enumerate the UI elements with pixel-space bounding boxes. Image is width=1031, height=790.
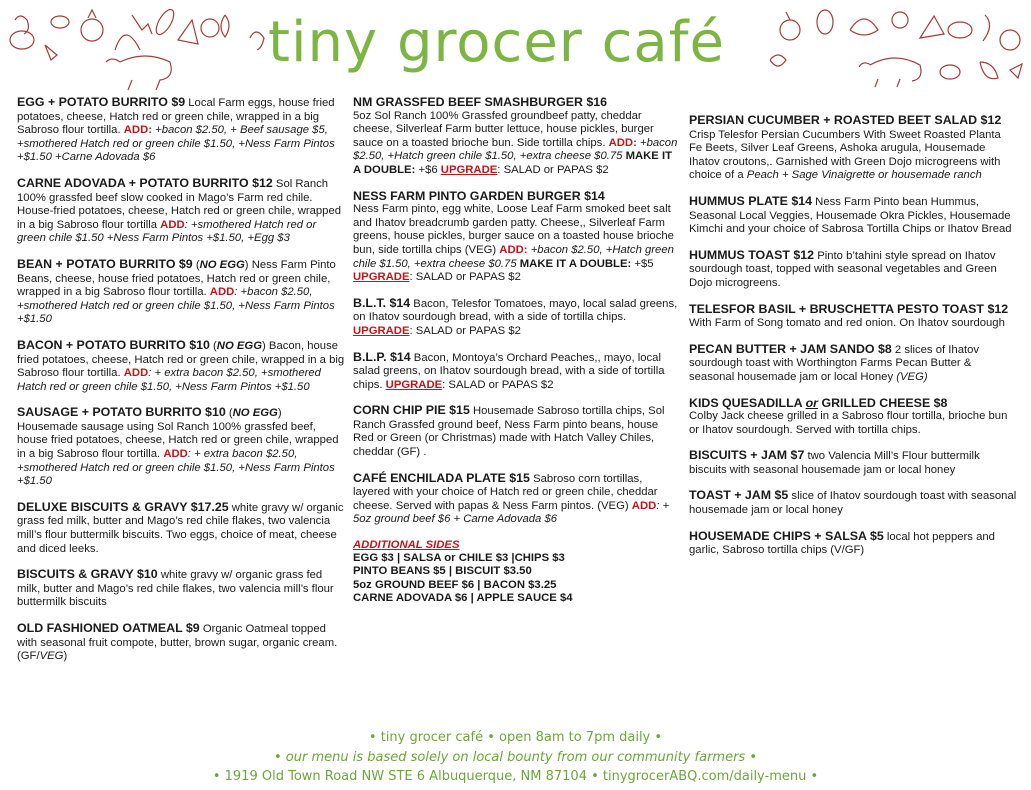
menu-column-2 bbox=[353, 96, 678, 605]
cafe-logo: tiny grocer café bbox=[268, 10, 725, 75]
menu-item-deluxe-biscuits-gravy: DELUXE BISCUITS & GRAVY $17.25 white gravy w/ organic grass fed milk, butter and Mago’s red chile flakes, two valencia mill’s flour buttermilk biscuits. Two eggs, choice of meat, cheese and diced leeks. bbox=[17, 499, 344, 555]
menu-item-biscuits-gravy: BISCUITS & GRAVY $10 white gravy w/ organic grass fed milk, butter and Mago’s red chile flakes, two valencia mill’s flour buttermilk biscuits bbox=[17, 567, 334, 609]
side-line: 5oz GROUND BEEF $6 | BACON $3.25 bbox=[353, 578, 557, 591]
menu-item-sausage-potato-burrito: SAUSAGE + POTATO BURRITO $10 (NO EGG) Housemade sausage using Sol Ranch 100% grassfed beef, house fried potatoes, cheese, Hatch red or green chile, wrapped in a big Sabroso flour tortilla. ADD: + extra bacon $2.50, +smothered Hatch red or green chile $1.50, +Ness Farm Pintos +$1.50 bbox=[17, 405, 339, 488]
menu-item-chips-salsa: HOUSEMADE CHIPS + SALSA $5 local hot peppers and garlic, Sabroso tortilla chips (V/GF) bbox=[689, 528, 995, 557]
menu-item-bruschetta-pesto-toast: TELESFOR BASIL + BRUSCHETTA PESTO TOAST $12 With Farm of Song tomato and red onion. On Ihatov sourdough bbox=[689, 301, 1009, 330]
menu-column-1 bbox=[17, 96, 345, 676]
menu-item-kids-quesadilla: KIDS QUESADILLA or GRILLED CHEESE $8 Colby Jack cheese grilled in a Sabroso flour tortilla, brioche bun or Ihatov sourdough. Served with tortilla chips. bbox=[689, 395, 1008, 436]
menu-item-oatmeal: OLD FASHIONED OATMEAL $9 Organic Oatmeal topped with seasonal fruit compote, butter, brown sugar, organic cream. (GF/VEG) bbox=[17, 621, 338, 663]
menu-item-biscuits-jam: BISCUITS + JAM $7 two Valencia Mill’s Flour buttermilk biscuits with seasonal housemade jam or local honey bbox=[689, 448, 980, 476]
menu-item-blp: B.L.P. $14 Bacon, Montoya’s Orchard Peaches,, mayo, local salad greens, on Ihatov sourdough bread, with a side of tortilla chips. UPGRADE: SALAD or PAPAS $2 bbox=[353, 349, 665, 391]
side-line: EGG $3 | SALSA or CHILE $3 |CHIPS $3 bbox=[353, 552, 565, 565]
side-line: CARNE ADOVADA $6 | APPLE SAUCE $4 bbox=[353, 591, 573, 604]
menu-item-blt: B.L.T. $14 Bacon, Telesfor Tomatoes, mayo, local salad greens, on Ihatov sourdough bread, with a side of tortilla chips. UPGRADE: SALAD or PAPAS $2 bbox=[353, 295, 678, 337]
menu-item-smashburger: NM GRASSFED BEEF SMASHBURGER $16 5oz Sol Ranch 100% Grassfed groundbeef patty, cheddar cheese, Silverleaf Farm butter lettuce, house pickles, burger sauce on a toasted brioche bun. Side tortilla chips. ADD: +bacon $2.50, +Hatch green chile $1.50, +extra cheese $0.75 MAKE IT A DOUBLE: +$6 UPGRADE: SALAD or PAPAS $2 bbox=[353, 95, 678, 176]
footer-address: • 1919 Old Town Road NW STE 6 Albuquerque, NM 87104 • tinygrocerABQ.com/daily-menu • bbox=[212, 769, 819, 784]
menu-item-hummus-plate: HUMMUS PLATE $14 Ness Farm Pinto bean Hummus, Seasonal Local Veggies, Housemade Okra Pickles, Housemade Kimchi and your choice of Sabrosa Tortilla Chips or Ihatov Bread bbox=[689, 193, 1012, 236]
menu-item-bacon-potato-burrito: BACON + POTATO BURRITO $10 (NO EGG) Bacon, house fried potatoes, cheese, Hatch red or green chile, wrapped in a big Sabroso flour tortilla. ADD: + extra bacon $2.50, +smothered Hatch red or green chile $1.50, +Ness Farm Pintos +$1.50 bbox=[17, 337, 345, 393]
menu-item-bean-potato-burrito: BEAN + POTATO BURRITO $9 (NO EGG) Ness Farm Pinto Beans, cheese, house fried potatoes, Hatch red or green chile, wrapped in a big Sabroso flour tortilla. ADD: +bacon $2.50, +smothered Hatch red or green chile $1.50, +Ness Farm Pintos +$1.50 bbox=[17, 256, 336, 326]
side-line: PINTO BEANS $5 | BISCUIT $3.50 bbox=[353, 565, 532, 578]
menu-item-cucumber-beet-salad: PERSIAN CUCUMBER + ROASTED BEET SALAD $12 Crisp Telesfor Persian Cucumbers With Sweet Roasted Planta Fe Beets, Silver Leaf Greens, Ashoka arugula, Housemade Ihatov croutons,. Garnished with Green Dojo microgreens with choice of a Peach + Sage Vinaigrette or housemade ranch bbox=[689, 113, 1002, 182]
menu-column-3 bbox=[689, 96, 1017, 570]
footer-tagline: • our menu is based solely on local bounty from our community farmers • bbox=[273, 750, 757, 765]
additional-sides: ADDITIONAL SIDES EGG $3 | SALSA or CHILE $3 |CHIPS $3 PINTO BEANS $5 | BISCUIT $3.50 5oz GROUND BEEF $6 | BACON $3.25 CARNE ADOVADA $6 | APPLE SAUCE $4 bbox=[353, 539, 678, 605]
menu-item-corn-chip-pie: CORN CHIP PIE $15 Housemade Sabroso tortilla chips, Sol Ranch Grassfed ground beef, Ness Farm pinto beans, house Red or Green (or Christmas) made with Hatch Valley Chiles, cheddar (GF) . bbox=[353, 403, 665, 459]
menu-item-enchilada-plate: CAFÉ ENCHILADA PLATE $15 Sabroso corn tortillas, layered with your choice of Hatch red or green chile, cheddar cheese. Served with papas & Ness Farm pintos. (VEG) ADD: + 5oz ground beef $6 + Carne Adovada $6 bbox=[353, 470, 670, 526]
menu-item-egg-potato-burrito: EGG + POTATO BURRITO $9 Local Farm eggs, house fried potatoes, cheese, Hatch red or green chile, wrapped in a big Sabroso flour tortilla. ADD: +bacon $2.50, + Beef sausage $5, +smothered Hatch red or green chile $1.50, +Ness Farm Pintos +$1.50 +Carne Adovada $6 bbox=[17, 95, 335, 164]
menu-item-pecan-butter-sando: PECAN BUTTER + JAM SANDO $8 2 slices of Ihatov sourdough toast with Worthington Farms Pecan Butter & seasonal housemade jam or local Honey (VEG) bbox=[689, 341, 980, 383]
menu-item-carne-adovada-burrito: CARNE ADOVADA + POTATO BURRITO $12 Sol Ranch 100% grassfed beef slow cooked in Mago’s Farm red chile. House-fried potatoes, cheese, Hatch red or green chile, wrapped in a big Sabroso flour tortilla ADD: +smothered Hatch red or green chile $1.50 +Ness Farm Pintos +$1.50, +Egg $3 bbox=[17, 175, 342, 245]
footer-hours: • tiny grocer café • open 8am to 7pm daily • bbox=[368, 730, 663, 745]
menu-item-pinto-garden-burger: NESS FARM PINTO GARDEN BURGER $14 Ness Farm pinto, egg white, Loose Leaf Farm smoked beet salt and Ihatov breadcrumb garden patty. Cheese,, Silverleaf Farm greens, house pickles, burger sauce on a toasted house brioche bun, side tortilla chips (VEG) ADD: +bacon $2.50, +Hatch green chile $1.50, +extra cheese $0.75 MAKE IT A DOUBLE: +$5 UPGRADE: SALAD or PAPAS $2 bbox=[353, 188, 674, 284]
menu-item-hummus-toast: HUMMUS TOAST $12 Pinto b’tahini style spread on Ihatov sourdough toast, topped with seasonal vegetables and Green Dojo microgreens. bbox=[689, 247, 997, 289]
header bbox=[0, 0, 1031, 95]
menu-item-toast-jam: TOAST + JAM $5 slice of Ihatov sourdough toast with seasonal housemade jam or local honey bbox=[689, 488, 1017, 517]
